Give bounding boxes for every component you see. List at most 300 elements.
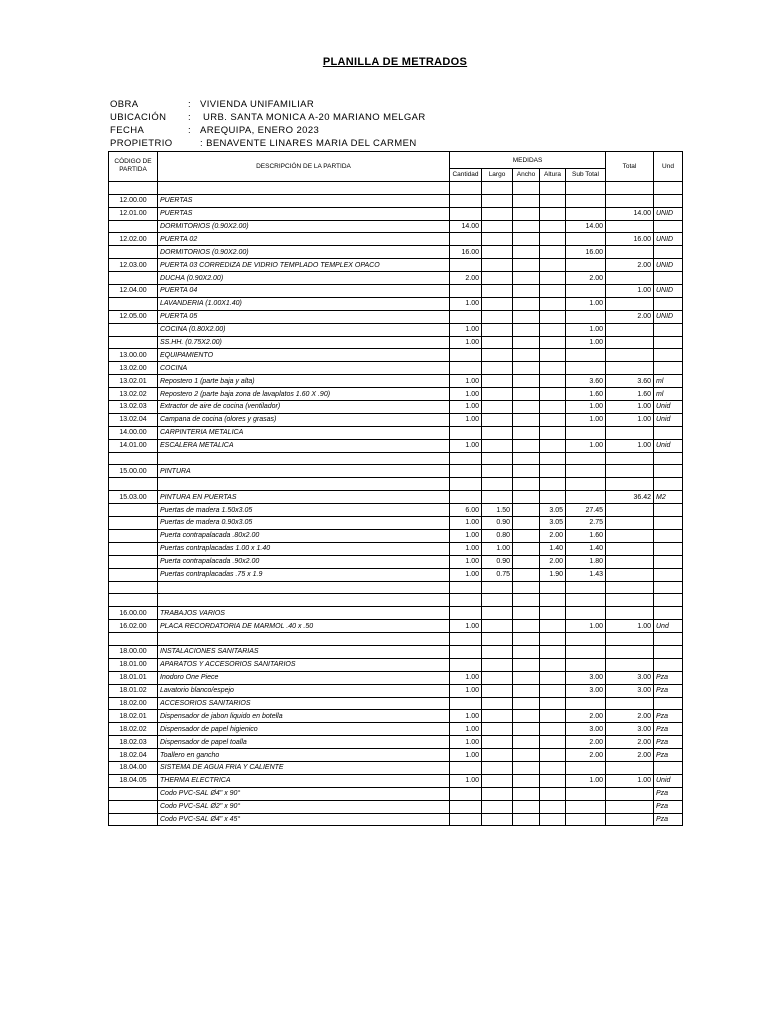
cell-codigo xyxy=(109,297,158,310)
cell-cantidad xyxy=(450,478,482,491)
table-row xyxy=(109,620,683,633)
table-row xyxy=(109,310,683,323)
cell-cantidad xyxy=(450,813,482,826)
cell-ancho xyxy=(513,504,540,517)
cell-descripcion: Codo PVC-SAL Ø4" x 45° xyxy=(158,813,450,826)
cell-descripcion: APARATOS Y ACCESORIOS SANITARIOS xyxy=(158,658,450,671)
cell-und: Pza xyxy=(654,671,683,684)
cell-subtotal: 1.60 xyxy=(566,388,606,401)
cell-total xyxy=(606,297,654,310)
cell-total xyxy=(606,246,654,259)
cell-und xyxy=(654,568,683,581)
cell-largo xyxy=(482,259,513,272)
cell-largo xyxy=(482,426,513,439)
cell-altura xyxy=(540,684,566,697)
cell-descripcion: THERMA ELECTRICA xyxy=(158,774,450,787)
table-row xyxy=(109,774,683,787)
cell-codigo xyxy=(109,181,158,194)
cell-total: 1.00 xyxy=(606,413,654,426)
cell-largo xyxy=(482,620,513,633)
cell-und: ml xyxy=(654,375,683,388)
cell-descripcion: Dispensador de papel higienico xyxy=(158,723,450,736)
cell-altura xyxy=(540,310,566,323)
cell-codigo xyxy=(109,336,158,349)
cell-largo xyxy=(482,194,513,207)
cell-subtotal: 16.00 xyxy=(566,246,606,259)
cell-und xyxy=(654,658,683,671)
cell-largo xyxy=(482,413,513,426)
cell-largo xyxy=(482,452,513,465)
cell-und xyxy=(654,594,683,607)
table-row xyxy=(109,749,683,762)
cell-altura xyxy=(540,671,566,684)
cell-altura xyxy=(540,723,566,736)
cell-largo xyxy=(482,581,513,594)
cell-subtotal: 2.00 xyxy=(566,710,606,723)
cell-altura xyxy=(540,272,566,285)
cell-cantidad: 16.00 xyxy=(450,246,482,259)
cell-total xyxy=(606,581,654,594)
cell-codigo xyxy=(109,787,158,800)
table-row xyxy=(109,491,683,504)
cell-largo: 0.80 xyxy=(482,529,513,542)
cell-subtotal xyxy=(566,452,606,465)
cell-codigo: 18.01.02 xyxy=(109,684,158,697)
cell-altura: 2.00 xyxy=(540,555,566,568)
table-row xyxy=(109,607,683,620)
header-largo: Largo xyxy=(482,169,513,182)
cell-subtotal xyxy=(566,194,606,207)
cell-codigo xyxy=(109,323,158,336)
cell-largo xyxy=(482,285,513,298)
info-propietario: PROPIETRIO : BENAVENTE LINARES MARIA DEL CARMEN xyxy=(110,138,417,149)
cell-cantidad: 1.00 xyxy=(450,749,482,762)
cell-ancho xyxy=(513,336,540,349)
cell-codigo: 12.03.00 xyxy=(109,259,158,272)
cell-cantidad xyxy=(450,787,482,800)
cell-und xyxy=(654,555,683,568)
cell-ancho xyxy=(513,285,540,298)
cell-codigo xyxy=(109,633,158,646)
cell-altura: 1.40 xyxy=(540,542,566,555)
table-row xyxy=(109,465,683,478)
cell-subtotal: 1.00 xyxy=(566,297,606,310)
cell-und: Unid xyxy=(654,439,683,452)
cell-und: Pza xyxy=(654,749,683,762)
cell-subtotal xyxy=(566,349,606,362)
cell-und xyxy=(654,761,683,774)
cell-descripcion: PUERTA 05 xyxy=(158,310,450,323)
table-row xyxy=(109,568,683,581)
cell-und: Und xyxy=(654,620,683,633)
cell-cantidad xyxy=(450,658,482,671)
cell-largo xyxy=(482,774,513,787)
cell-total xyxy=(606,194,654,207)
table-row xyxy=(109,723,683,736)
cell-altura xyxy=(540,465,566,478)
cell-subtotal: 2.00 xyxy=(566,749,606,762)
table-row xyxy=(109,517,683,530)
cell-und: Pza xyxy=(654,800,683,813)
cell-ancho xyxy=(513,658,540,671)
cell-descripcion: Puertas contraplacadas 1.00 x 1.40 xyxy=(158,542,450,555)
cell-ancho xyxy=(513,220,540,233)
cell-ancho xyxy=(513,555,540,568)
cell-subtotal xyxy=(566,607,606,620)
header-und: Und xyxy=(654,152,683,182)
cell-und: UNID xyxy=(654,207,683,220)
cell-codigo: 18.04.05 xyxy=(109,774,158,787)
cell-ancho xyxy=(513,388,540,401)
cell-total xyxy=(606,323,654,336)
cell-codigo: 18.02.04 xyxy=(109,749,158,762)
cell-altura xyxy=(540,452,566,465)
cell-ancho xyxy=(513,233,540,246)
cell-largo xyxy=(482,362,513,375)
cell-largo xyxy=(482,181,513,194)
cell-codigo xyxy=(109,813,158,826)
cell-cantidad: 1.00 xyxy=(450,336,482,349)
cell-subtotal: 1.00 xyxy=(566,439,606,452)
cell-subtotal: 3.00 xyxy=(566,684,606,697)
cell-subtotal xyxy=(566,310,606,323)
cell-cantidad xyxy=(450,645,482,658)
cell-altura xyxy=(540,220,566,233)
cell-total xyxy=(606,529,654,542)
cell-ancho xyxy=(513,207,540,220)
cell-descripcion xyxy=(158,633,450,646)
cell-total xyxy=(606,542,654,555)
cell-ancho xyxy=(513,761,540,774)
cell-total xyxy=(606,504,654,517)
cell-cantidad: 1.00 xyxy=(450,439,482,452)
cell-cantidad: 1.00 xyxy=(450,323,482,336)
cell-subtotal: 2.75 xyxy=(566,517,606,530)
cell-cantidad xyxy=(450,697,482,710)
table-body xyxy=(109,181,683,826)
cell-codigo xyxy=(109,272,158,285)
cell-total: 2.00 xyxy=(606,710,654,723)
cell-ancho xyxy=(513,297,540,310)
cell-ancho xyxy=(513,491,540,504)
cell-codigo: 18.01.00 xyxy=(109,658,158,671)
cell-codigo xyxy=(109,800,158,813)
cell-descripcion: Inodoro One Piece xyxy=(158,671,450,684)
cell-ancho xyxy=(513,568,540,581)
cell-descripcion: CARPINTERIA METALICA xyxy=(158,426,450,439)
cell-altura: 1.90 xyxy=(540,568,566,581)
cell-subtotal xyxy=(566,233,606,246)
cell-und xyxy=(654,220,683,233)
cell-descripcion: COCINA (0.80X2.00) xyxy=(158,323,450,336)
header-subtotal: Sub Total xyxy=(566,169,606,182)
cell-ancho xyxy=(513,800,540,813)
cell-altura xyxy=(540,285,566,298)
cell-und: UNID xyxy=(654,285,683,298)
cell-codigo: 13.02.00 xyxy=(109,362,158,375)
info-fecha: FECHA : AREQUIPA, ENERO 2023 xyxy=(110,125,320,136)
cell-total xyxy=(606,452,654,465)
cell-largo xyxy=(482,478,513,491)
cell-largo xyxy=(482,800,513,813)
cell-und: Pza xyxy=(654,787,683,800)
cell-ancho xyxy=(513,607,540,620)
cell-cantidad xyxy=(450,362,482,375)
cell-und xyxy=(654,194,683,207)
cell-total xyxy=(606,800,654,813)
cell-und: Pza xyxy=(654,684,683,697)
cell-altura xyxy=(540,620,566,633)
cell-codigo: 12.05.00 xyxy=(109,310,158,323)
cell-largo xyxy=(482,310,513,323)
header-ancho: Ancho xyxy=(513,169,540,182)
cell-subtotal: 2.00 xyxy=(566,736,606,749)
cell-descripcion: PUERTAS xyxy=(158,194,450,207)
cell-largo xyxy=(482,710,513,723)
cell-codigo xyxy=(109,504,158,517)
cell-subtotal xyxy=(566,259,606,272)
cell-altura xyxy=(540,697,566,710)
cell-total xyxy=(606,555,654,568)
cell-largo xyxy=(482,439,513,452)
cell-cantidad: 1.00 xyxy=(450,710,482,723)
table-row xyxy=(109,413,683,426)
cell-descripcion: LAVANDERIA (1.00X1.40) xyxy=(158,297,450,310)
cell-cantidad xyxy=(450,633,482,646)
cell-altura xyxy=(540,362,566,375)
cell-subtotal: 3.00 xyxy=(566,671,606,684)
cell-total: 14.00 xyxy=(606,207,654,220)
cell-ancho xyxy=(513,401,540,414)
cell-cantidad: 14.00 xyxy=(450,220,482,233)
cell-total xyxy=(606,362,654,375)
cell-ancho xyxy=(513,259,540,272)
cell-codigo: 13.02.02 xyxy=(109,388,158,401)
cell-cantidad xyxy=(450,259,482,272)
cell-und xyxy=(654,478,683,491)
table-row xyxy=(109,401,683,414)
cell-largo xyxy=(482,349,513,362)
cell-ancho xyxy=(513,710,540,723)
cell-altura xyxy=(540,787,566,800)
table-row xyxy=(109,194,683,207)
table-row xyxy=(109,787,683,800)
cell-ancho xyxy=(513,594,540,607)
header-cantidad: Cantidad xyxy=(450,169,482,182)
cell-und: Pza xyxy=(654,710,683,723)
table-row xyxy=(109,207,683,220)
cell-largo xyxy=(482,749,513,762)
cell-und xyxy=(654,517,683,530)
cell-codigo xyxy=(109,529,158,542)
table-row xyxy=(109,555,683,568)
table-row xyxy=(109,697,683,710)
cell-descripcion: Puerta contrapalacada .90x2.00 xyxy=(158,555,450,568)
cell-subtotal xyxy=(566,813,606,826)
cell-total xyxy=(606,181,654,194)
table-row xyxy=(109,362,683,375)
cell-subtotal xyxy=(566,362,606,375)
cell-und: Pza xyxy=(654,723,683,736)
cell-codigo: 18.02.03 xyxy=(109,736,158,749)
cell-cantidad xyxy=(450,426,482,439)
cell-descripcion: Codo PVC-SAL Ø4" x 90° xyxy=(158,787,450,800)
table-row xyxy=(109,349,683,362)
cell-und xyxy=(654,426,683,439)
cell-ancho xyxy=(513,426,540,439)
cell-total xyxy=(606,813,654,826)
cell-largo xyxy=(482,272,513,285)
cell-ancho xyxy=(513,517,540,530)
cell-ancho xyxy=(513,465,540,478)
cell-largo: 1.50 xyxy=(482,504,513,517)
cell-largo: 1.00 xyxy=(482,542,513,555)
cell-descripcion xyxy=(158,452,450,465)
cell-codigo: 13.00.00 xyxy=(109,349,158,362)
cell-total: 36.42 xyxy=(606,491,654,504)
cell-subtotal: 1.40 xyxy=(566,542,606,555)
cell-cantidad: 1.00 xyxy=(450,517,482,530)
table-row xyxy=(109,297,683,310)
cell-largo xyxy=(482,671,513,684)
cell-total xyxy=(606,633,654,646)
cell-largo xyxy=(482,813,513,826)
table-row xyxy=(109,388,683,401)
cell-altura xyxy=(540,658,566,671)
cell-codigo xyxy=(109,555,158,568)
cell-descripcion: PUERTA 03 CORREDIZA DE VIDRIO TEMPLADO TEMPLEX OPACO xyxy=(158,259,450,272)
cell-altura xyxy=(540,736,566,749)
cell-descripcion: PUERTA 02 xyxy=(158,233,450,246)
cell-und xyxy=(654,452,683,465)
cell-ancho xyxy=(513,529,540,542)
cell-descripcion: DORMITORIOS (0.90X2.00) xyxy=(158,246,450,259)
cell-codigo: 12.02.00 xyxy=(109,233,158,246)
cell-und: M2 xyxy=(654,491,683,504)
cell-cantidad: 1.00 xyxy=(450,542,482,555)
cell-codigo xyxy=(109,478,158,491)
cell-subtotal: 1.00 xyxy=(566,401,606,414)
cell-ancho xyxy=(513,542,540,555)
cell-cantidad xyxy=(450,491,482,504)
cell-descripcion: COCINA xyxy=(158,362,450,375)
cell-und xyxy=(654,697,683,710)
cell-altura xyxy=(540,581,566,594)
cell-cantidad xyxy=(450,607,482,620)
cell-cantidad: 1.00 xyxy=(450,736,482,749)
cell-und: Pza xyxy=(654,813,683,826)
cell-ancho xyxy=(513,736,540,749)
cell-ancho xyxy=(513,787,540,800)
cell-cantidad: 1.00 xyxy=(450,529,482,542)
cell-largo xyxy=(482,787,513,800)
cell-total xyxy=(606,465,654,478)
cell-total xyxy=(606,787,654,800)
cell-ancho xyxy=(513,633,540,646)
project-info xyxy=(110,98,426,150)
cell-und xyxy=(654,542,683,555)
cell-codigo xyxy=(109,581,158,594)
cell-cantidad xyxy=(450,194,482,207)
cell-total: 1.00 xyxy=(606,401,654,414)
cell-und: Unid xyxy=(654,774,683,787)
cell-descripcion: ACCESORIOS SANITARIOS xyxy=(158,697,450,710)
cell-largo: 0.90 xyxy=(482,517,513,530)
header-altura: Altura xyxy=(540,169,566,182)
table-row xyxy=(109,658,683,671)
cell-total xyxy=(606,272,654,285)
cell-ancho xyxy=(513,813,540,826)
cell-und: Pza xyxy=(654,736,683,749)
cell-descripcion: DUCHA (0.90X2.00) xyxy=(158,272,450,285)
table-row xyxy=(109,233,683,246)
cell-subtotal: 1.00 xyxy=(566,413,606,426)
cell-subtotal xyxy=(566,491,606,504)
cell-largo xyxy=(482,607,513,620)
cell-total: 3.60 xyxy=(606,375,654,388)
cell-largo xyxy=(482,633,513,646)
cell-cantidad xyxy=(450,452,482,465)
cell-descripcion: Puertas contraplacadas .75 x 1.9 xyxy=(158,568,450,581)
table-row xyxy=(109,529,683,542)
cell-largo xyxy=(482,723,513,736)
cell-altura xyxy=(540,813,566,826)
cell-largo xyxy=(482,297,513,310)
cell-descripcion: PINTURA xyxy=(158,465,450,478)
cell-largo xyxy=(482,658,513,671)
cell-subtotal xyxy=(566,207,606,220)
cell-ancho xyxy=(513,272,540,285)
cell-total: 2.00 xyxy=(606,749,654,762)
cell-cantidad xyxy=(450,207,482,220)
cell-total: 1.00 xyxy=(606,620,654,633)
cell-descripcion: DORMITORIOS (0.90X2.00) xyxy=(158,220,450,233)
table-row xyxy=(109,671,683,684)
cell-descripcion: Lavatorio blanco/espejo xyxy=(158,684,450,697)
cell-descripcion: Puerta contrapalacada .80x2.00 xyxy=(158,529,450,542)
cell-largo xyxy=(482,401,513,414)
cell-cantidad: 1.00 xyxy=(450,401,482,414)
cell-codigo xyxy=(109,568,158,581)
cell-und xyxy=(654,581,683,594)
cell-subtotal xyxy=(566,787,606,800)
cell-descripcion: Extractor de aire de cocina (ventilador) xyxy=(158,401,450,414)
cell-total xyxy=(606,426,654,439)
cell-altura xyxy=(540,478,566,491)
cell-total: 3.00 xyxy=(606,684,654,697)
cell-cantidad: 1.00 xyxy=(450,297,482,310)
cell-altura xyxy=(540,375,566,388)
cell-subtotal: 3.60 xyxy=(566,375,606,388)
cell-und xyxy=(654,362,683,375)
cell-largo xyxy=(482,388,513,401)
cell-altura xyxy=(540,594,566,607)
cell-ancho xyxy=(513,194,540,207)
cell-descripcion: Dispensador de papel toalla xyxy=(158,736,450,749)
cell-und xyxy=(654,504,683,517)
cell-und xyxy=(654,633,683,646)
table-row xyxy=(109,736,683,749)
cell-altura xyxy=(540,607,566,620)
table-row xyxy=(109,426,683,439)
cell-total: 3.00 xyxy=(606,671,654,684)
table-row xyxy=(109,336,683,349)
cell-cantidad: 1.00 xyxy=(450,388,482,401)
table-row xyxy=(109,504,683,517)
cell-codigo: 18.00.00 xyxy=(109,645,158,658)
cell-und: Unid xyxy=(654,413,683,426)
cell-descripcion xyxy=(158,478,450,491)
